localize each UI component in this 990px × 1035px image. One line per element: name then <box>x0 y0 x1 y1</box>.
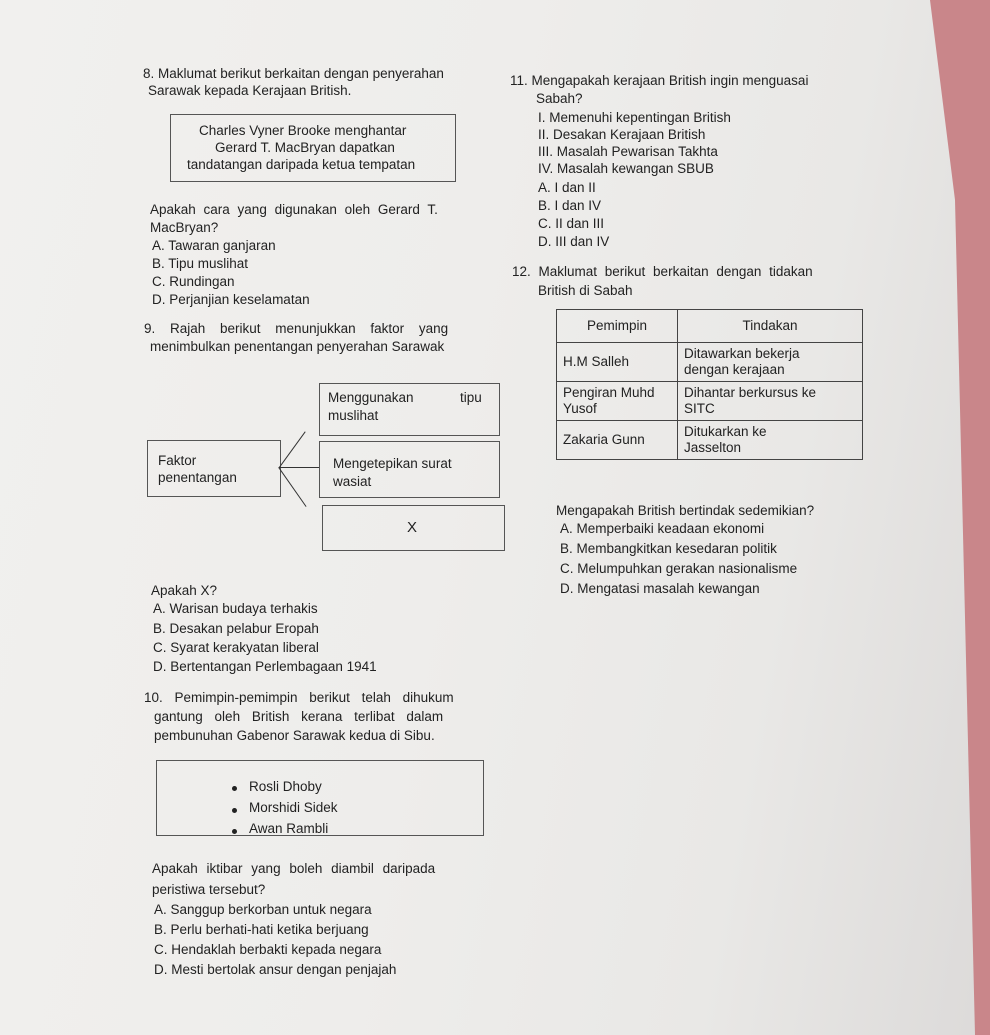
q10-option-c[interactable]: C. Hendaklah berbakti kepada negara <box>154 942 382 957</box>
q12-leader-2a: Pengiran Muhd <box>563 385 655 400</box>
q9-branch2-line1: Mengetepikan surat <box>333 456 452 471</box>
q12-option-c[interactable]: C. Melumpuhkan gerakan nasionalisme <box>560 561 798 576</box>
q12-question: Mengapakah British bertindak sedemikian? <box>556 503 815 518</box>
q11-option-c[interactable]: C. II dan III <box>538 216 605 231</box>
q11-option-d[interactable]: D. III dan IV <box>538 234 610 249</box>
table-row <box>557 421 863 460</box>
q8-question-line2: MacBryan? <box>150 220 219 235</box>
q9-factor-line1: Faktor <box>158 453 197 468</box>
q10-bullet-2 <box>232 808 237 813</box>
q9-factor-line2: penentangan <box>158 470 237 485</box>
table-row <box>557 382 863 421</box>
q12-leader-3: Zakaria Gunn <box>563 432 645 447</box>
q12-leader-1: H.M Salleh <box>563 354 630 369</box>
q8-box-line2: Gerard T. MacBryan dapatkan <box>215 140 395 155</box>
q12-stem-line2: British di Sabah <box>538 283 633 298</box>
q10-stem-line3: pembunuhan Gabenor Sarawak kedua di Sibu. <box>154 728 435 743</box>
q9-question: Apakah X? <box>151 583 218 598</box>
q12-leader-2b: Yusof <box>563 401 597 416</box>
q12-stem-line1: 12. Maklumat berikut berkaitan dengan tidakan <box>512 264 813 279</box>
q9-branch2-line2: wasiat <box>333 474 372 489</box>
q8-question-line1: Apakah cara yang digunakan oleh Gerard T. <box>150 202 438 217</box>
q12-option-d[interactable]: D. Mengatasi masalah kewangan <box>560 581 760 596</box>
q9-connector-middle <box>279 467 319 468</box>
q12-action-1b: dengan kerajaan <box>684 362 785 377</box>
q10-stem-line2: gantung oleh British kerana terlibat dalam <box>154 709 444 724</box>
q10-name-2: Morshidi Sidek <box>249 800 338 815</box>
q12-action-cell <box>678 382 863 421</box>
q12-action-1a: Ditawarkan bekerja <box>684 346 800 361</box>
q8-stem-line1: 8. Maklumat berikut berkaitan dengan penyerahan <box>143 66 444 81</box>
q10-name-1: Rosli Dhoby <box>249 779 322 794</box>
q8-option-d[interactable]: D. Perjanjian keselamatan <box>152 292 310 307</box>
q9-stem-line2: menimbulkan penentangan penyerahan Sarawak <box>150 339 445 354</box>
q8-option-a[interactable]: A. Tawaran ganjaran <box>152 238 276 253</box>
q11-statement-iii: III. Masalah Pewarisan Takhta <box>538 144 718 159</box>
q10-option-d[interactable]: D. Mesti bertolak ansur dengan penjajah <box>154 962 397 977</box>
q11-statement-iv: IV. Masalah kewangan SBUB <box>538 161 714 176</box>
q9-option-d[interactable]: D. Bertentangan Perlembagaan 1941 <box>153 659 377 674</box>
q9-branch1-line2: muslihat <box>328 408 379 423</box>
q9-branch-x-label: X <box>407 519 418 536</box>
q12-action-3b: Jasselton <box>684 440 742 455</box>
q12-leader-cell <box>557 382 678 421</box>
q8-stem-line2: Sarawak kepada Kerajaan British. <box>148 83 352 98</box>
q9-branch1-line1a: Menggunakan <box>328 390 414 405</box>
q12-action-2a: Dihantar berkursus ke <box>684 385 817 400</box>
q10-question-line2: peristiwa tersebut? <box>152 882 266 897</box>
q12-leader-cell <box>557 343 678 382</box>
q12-action-3a: Ditukarkan ke <box>684 424 767 439</box>
q10-stem-line1: 10. Pemimpin-pemimpin berikut telah dihukum <box>144 690 454 705</box>
q12-col-tindakan: Tindakan <box>678 310 863 343</box>
q11-option-a[interactable]: A. I dan II <box>538 180 596 195</box>
q12-table <box>556 309 863 460</box>
q10-name-3: Awan Rambli <box>249 821 329 836</box>
q11-stem-line2: Sabah? <box>536 91 583 106</box>
q10-option-a[interactable]: A. Sanggup berkorban untuk negara <box>154 902 372 917</box>
table-row <box>557 343 863 382</box>
q10-option-b[interactable]: B. Perlu berhati-hati ketika berjuang <box>154 922 369 937</box>
q12-action-cell <box>678 421 863 460</box>
q8-option-c[interactable]: C. Rundingan <box>152 274 235 289</box>
q12-option-b[interactable]: B. Membangkitkan kesedaran politik <box>560 541 777 556</box>
q12-col-pemimpin: Pemimpin <box>557 310 678 343</box>
q11-statement-ii: II. Desakan Kerajaan British <box>538 127 706 142</box>
q10-bullet-1 <box>232 786 237 791</box>
q11-statement-i: I. Memenuhi kepentingan British <box>538 110 731 125</box>
q9-option-b[interactable]: B. Desakan pelabur Eropah <box>153 621 319 636</box>
q10-bullet-3 <box>232 829 237 834</box>
q9-option-a[interactable]: A. Warisan budaya terhakis <box>153 601 318 616</box>
q12-leader-cell <box>557 421 678 460</box>
q12-action-cell <box>678 343 863 382</box>
q10-question-line1: Apakah iktibar yang boleh diambil daripada <box>152 861 436 876</box>
q8-option-b[interactable]: B. Tipu muslihat <box>152 256 249 271</box>
q9-branch1-line1b: tipu <box>460 390 482 405</box>
q8-box-line1: Charles Vyner Brooke menghantar <box>199 123 407 138</box>
q8-box-line3: tandatangan daripada ketua tempatan <box>187 157 416 172</box>
q9-stem-line1: 9. Rajah berikut menunjukkan faktor yang <box>144 321 449 336</box>
q12-option-a[interactable]: A. Memperbaiki keadaan ekonomi <box>560 521 765 536</box>
q11-stem-line1: 11. Mengapakah kerajaan British ingin menguasai <box>510 73 809 88</box>
q12-table-header <box>557 310 863 343</box>
q12-action-2b: SITC <box>684 401 715 416</box>
q11-option-b[interactable]: B. I dan IV <box>538 198 602 213</box>
q9-option-c[interactable]: C. Syarat kerakyatan liberal <box>153 640 319 655</box>
